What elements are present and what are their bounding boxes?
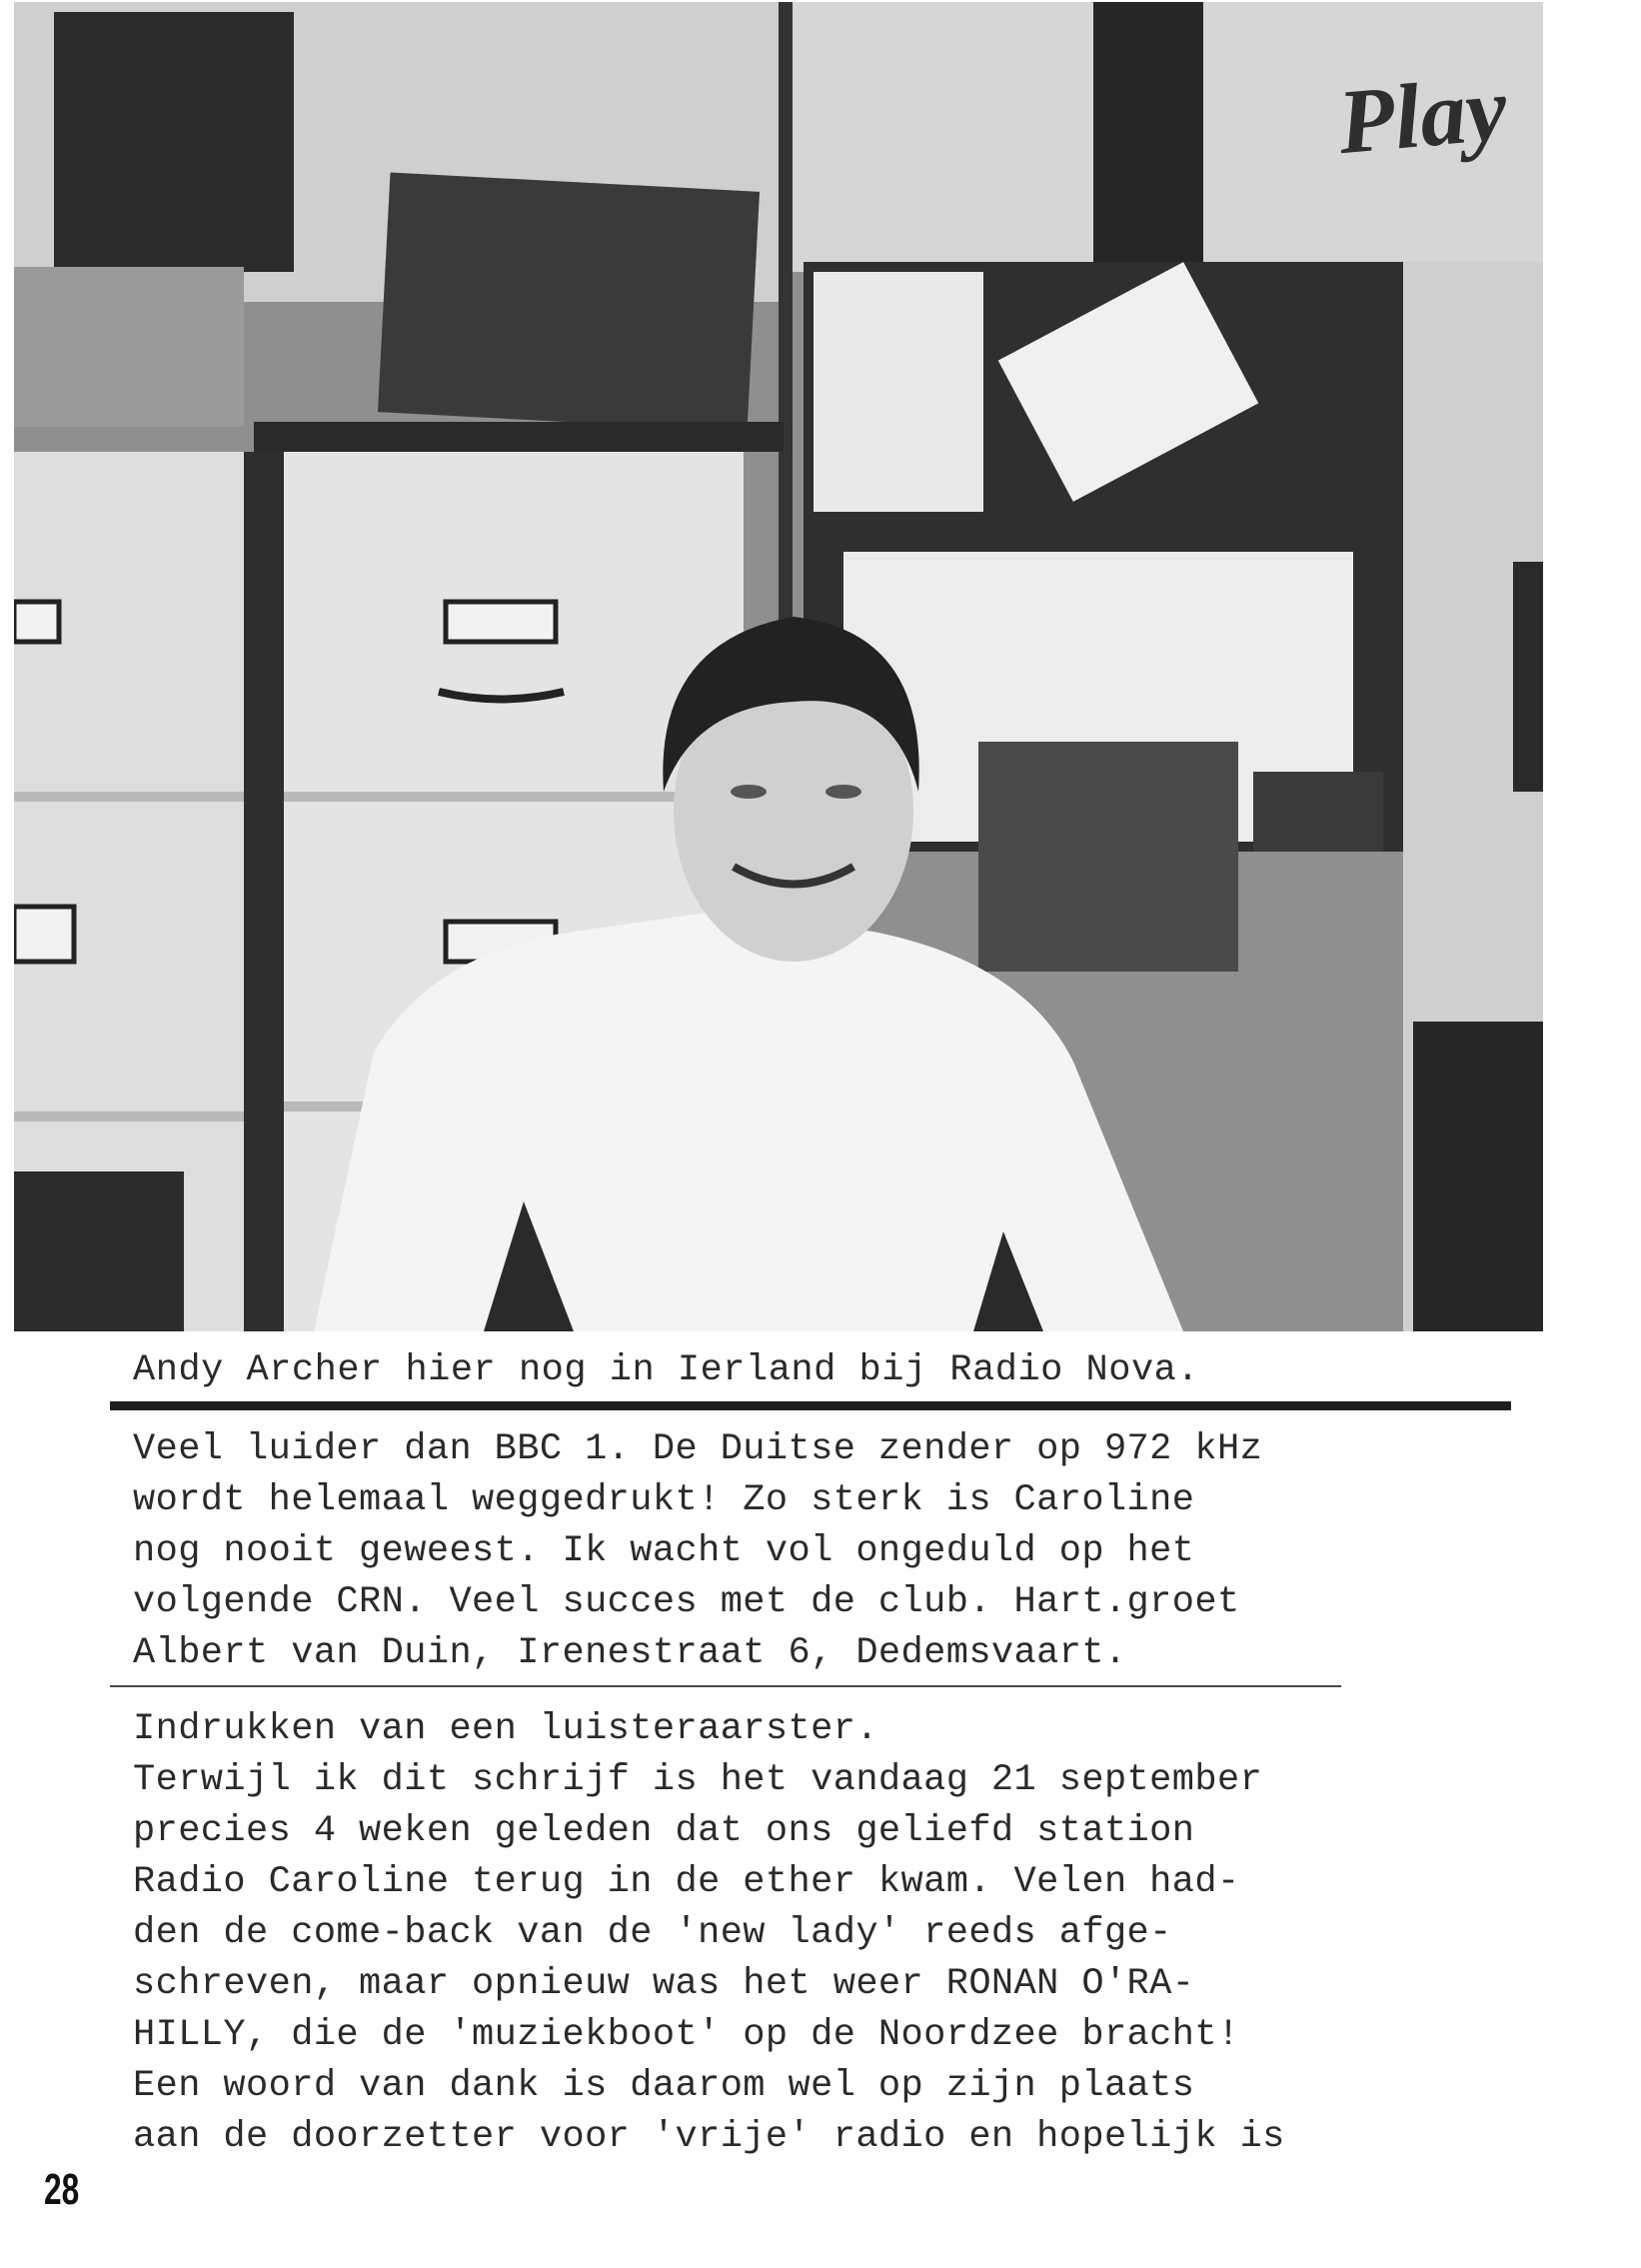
letter-line: nog nooit geweest. Ik wacht vol ongeduld op het <box>133 1530 1195 1572</box>
sign-text: Play <box>1333 56 1511 174</box>
letter-line: Veel luider dan BBC 1. De Duitse zender op 972 kHz <box>133 1428 1263 1470</box>
photo-caption: Andy Archer hier nog in Ierland bij Radio Nova. <box>133 1349 1200 1391</box>
article-line: schreven, maar opnieuw was het weer RONAN O'RA- <box>133 1963 1195 2005</box>
section-divider-thin <box>110 1685 1341 1687</box>
reader-letter <box>133 1424 1262 1679</box>
letter-line: wordt helemaal weggedrukt! Zo sterk is Caroline <box>133 1479 1195 1521</box>
letter-line: Albert van Duin, Irenestraat 6, Dedemsvaart. <box>133 1632 1127 1674</box>
letter-line: volgende CRN. Veel succes met de club. Hart.groet <box>133 1581 1240 1623</box>
article-line: HILLY, die de 'muziekboot' op de Noordzee bracht! <box>133 2014 1240 2056</box>
article-line: den de come-back van de 'new lady' reeds afge- <box>133 1912 1172 1954</box>
article-title: Indrukken van een luisteraarster. <box>133 1708 878 1750</box>
photo-andy-archer <box>14 2 1543 1331</box>
section-divider-thick <box>110 1401 1511 1410</box>
article-line: Een woord van dank is daarom wel op zijn plaats <box>133 2065 1195 2107</box>
article-body <box>133 1704 1285 2163</box>
article-line: aan de doorzetter voor 'vrije' radio en hopelijk is <box>133 2116 1285 2158</box>
article-line: Radio Caroline terug in de ether kwam. Velen had- <box>133 1861 1240 1903</box>
article-line: precies 4 weken geleden dat ons geliefd station <box>133 1810 1195 1852</box>
page-number: 28 <box>44 2165 80 2214</box>
photo-image <box>14 2 1543 1331</box>
article-line: Terwijl ik dit schrijf is het vandaag 21 september <box>133 1759 1263 1801</box>
